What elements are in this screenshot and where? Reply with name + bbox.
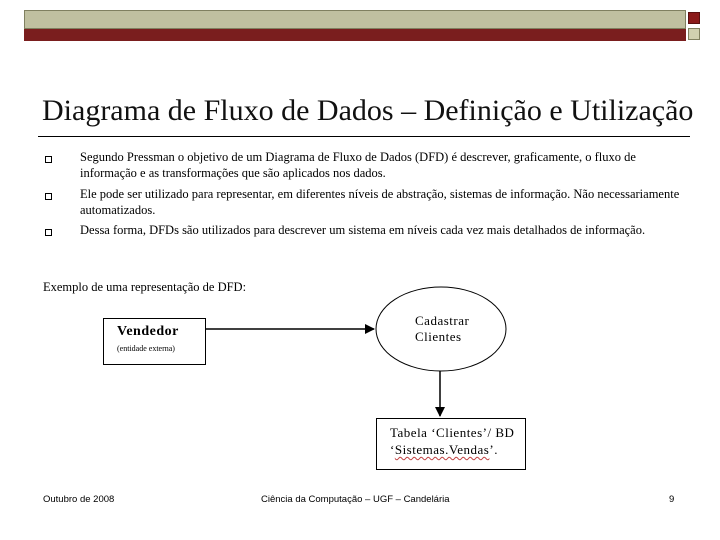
process-label-line1: Cadastrar — [415, 313, 470, 328]
data-store-quote-close: ’. — [489, 442, 498, 457]
data-store-label — [390, 424, 514, 458]
data-store-name: Sistemas.Vendas — [394, 442, 490, 457]
process-label — [415, 313, 469, 345]
bullet-item: Dessa forma, DFDs são utilizados para descrever um sistema em níveis cada vez mais detalhados de informação. — [80, 223, 646, 237]
data-store-quote-open: ‘ — [390, 442, 395, 457]
entity-name: Vendedor — [117, 324, 179, 339]
entity-subtitle: (entidade externa) — [117, 344, 175, 353]
bullet-item: Ele pode ser utilizado para representar, em diferentes níveis de abstração, sistemas de informação. Não necessariamente automatizados. — [80, 187, 680, 217]
data-store-line1: Tabela ‘Clientes’/ BD — [390, 425, 515, 440]
bullet-item: Segundo Pressman o objetivo de um Diagrama de Fluxo de Dados (DFD) é descrever, graficamente, o fluxo de informação e as transformações que são aplicados nos dados. — [80, 150, 636, 180]
process-label-line2: Clientes — [415, 329, 462, 344]
footer-page-number: 9 — [669, 494, 675, 505]
data-store-line2 — [390, 441, 514, 458]
footer-date: Outubro de 2008 — [43, 494, 115, 505]
example-label: Exemplo de uma representação de DFD: — [43, 280, 247, 294]
footer-course: Ciência da Computação – UGF – Candelária — [261, 494, 450, 505]
slide-title: Diagrama de Fluxo de Dados – Definição e Utilização — [42, 94, 694, 127]
